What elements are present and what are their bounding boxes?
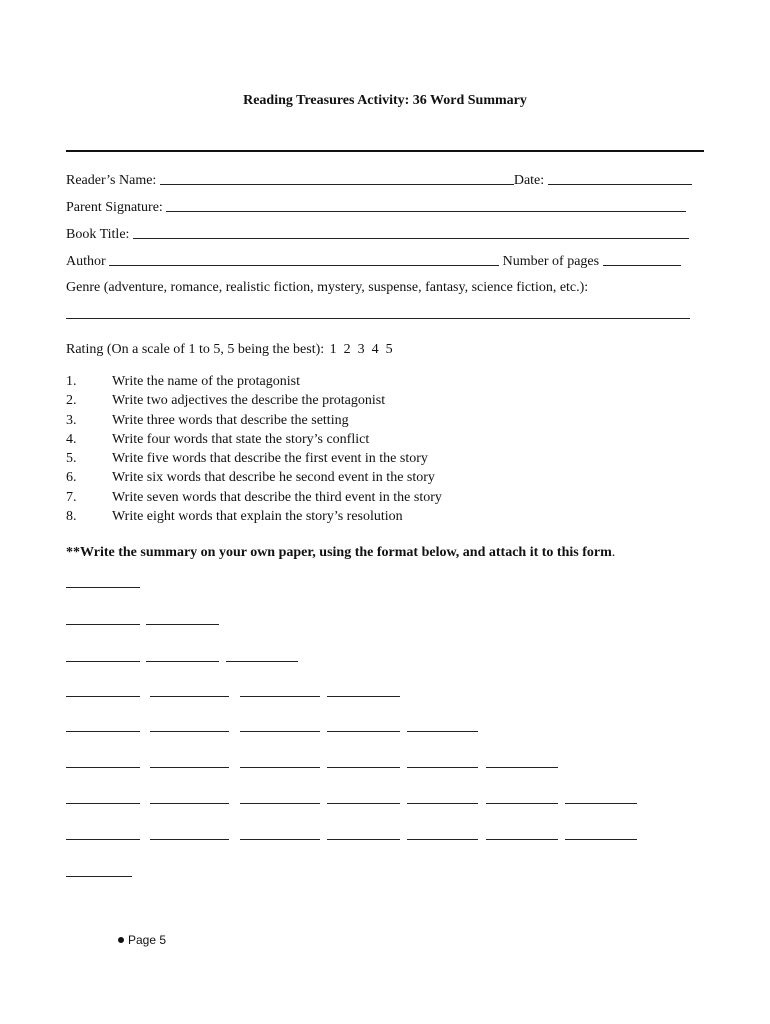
summary-word-blank[interactable] (486, 839, 558, 840)
rating-option-4[interactable]: 4 (371, 342, 379, 357)
summary-word-blank[interactable] (486, 803, 558, 804)
summary-word-blank[interactable] (66, 624, 140, 625)
summary-word-blank[interactable] (327, 767, 400, 768)
summary-word-blank[interactable] (66, 803, 140, 804)
summary-word-blank[interactable] (66, 767, 140, 768)
author-row (66, 253, 681, 270)
list-item-text: Write two adjectives the describe the protagonist (112, 393, 386, 409)
list-item-text: Write the name of the protagonist (112, 374, 300, 389)
readers-name-row (66, 172, 692, 189)
page-title: Reading Treasures Activity: 36 Word Summary (243, 93, 527, 108)
title-divider (66, 150, 704, 152)
summary-word-blank[interactable] (66, 661, 140, 662)
list-item-number: 6. (66, 470, 77, 486)
parent-signature-label: Parent Signature: (66, 200, 163, 215)
list-item-text: Write six words that describe he second event in the story (112, 470, 435, 486)
bullet-icon (118, 937, 124, 943)
rating-option-5[interactable]: 5 (385, 342, 393, 357)
list-item (66, 468, 442, 487)
summary-instruction-text: **Write the summary on your own paper, using the format below, and attach it to this form (66, 545, 612, 560)
rating-row (66, 342, 393, 358)
summary-word-blank[interactable] (66, 696, 140, 697)
genre-label: Genre (adventure, romance, realistic fiction, mystery, suspense, fantasy, science fiction, etc.): (66, 280, 589, 295)
summary-word-blank[interactable] (150, 696, 229, 697)
list-item-number: 2. (66, 393, 77, 409)
list-item-text: Write four words that state the story’s conflict (112, 431, 370, 447)
list-item-number: 3. (66, 412, 77, 428)
rating-label: Rating (On a scale of 1 to 5, 5 being the best): (66, 342, 325, 357)
list-item-number: 8. (66, 509, 77, 525)
list-item-number: 7. (66, 489, 77, 505)
summary-word-blank[interactable] (240, 839, 320, 840)
list-item (66, 372, 442, 391)
summary-word-blank[interactable] (327, 696, 400, 697)
summary-word-blank[interactable] (240, 803, 320, 804)
summary-word-blank[interactable] (240, 731, 320, 732)
date-field[interactable] (548, 172, 692, 185)
list-item-text: Write five words that describe the first event in the story (112, 451, 428, 467)
summary-word-blank[interactable] (66, 876, 132, 877)
list-item-number: 5. (66, 451, 77, 467)
summary-word-blank[interactable] (407, 839, 478, 840)
book-title-field[interactable] (133, 226, 689, 239)
summary-word-blank[interactable] (150, 731, 229, 732)
list-item-text: Write eight words that explain the story’s resolution (112, 509, 403, 525)
summary-instruction (66, 545, 615, 561)
parent-signature-row (66, 199, 686, 216)
summary-word-blank[interactable] (327, 839, 400, 840)
list-item (66, 391, 442, 410)
summary-word-blank[interactable] (327, 803, 400, 804)
number-of-pages-field[interactable] (603, 253, 681, 266)
list-item-text: Write seven words that describe the third event in the story (112, 489, 442, 505)
rating-option-3[interactable]: 3 (357, 342, 365, 357)
rating-option-1[interactable]: 1 (329, 342, 337, 357)
list-item (66, 449, 442, 468)
date-label: Date: (513, 173, 545, 188)
summary-word-blank[interactable] (240, 696, 320, 697)
page-footer (118, 933, 166, 947)
rating-option-2[interactable]: 2 (343, 342, 351, 357)
list-item (66, 430, 442, 449)
summary-word-blank[interactable] (66, 731, 140, 732)
summary-word-blank[interactable] (407, 803, 478, 804)
summary-word-blank[interactable] (486, 767, 558, 768)
author-label: Author (66, 254, 106, 269)
summary-word-blank[interactable] (240, 767, 320, 768)
page-number: Page 5 (128, 933, 167, 947)
list-item-number: 4. (66, 431, 77, 447)
parent-signature-field[interactable] (166, 199, 686, 212)
summary-word-blank[interactable] (565, 803, 637, 804)
summary-word-blank[interactable] (66, 587, 140, 588)
list-item (66, 488, 442, 507)
summary-word-blank[interactable] (150, 803, 229, 804)
summary-word-blank[interactable] (150, 767, 229, 768)
summary-word-blank[interactable] (327, 731, 400, 732)
summary-word-blank[interactable] (146, 661, 219, 662)
instruction-list (66, 372, 442, 526)
book-title-label: Book Title: (66, 227, 130, 242)
summary-word-blank[interactable] (407, 731, 478, 732)
summary-word-blank[interactable] (565, 839, 637, 840)
number-of-pages-label: Number of pages (502, 254, 600, 269)
genre-field[interactable] (66, 318, 690, 319)
list-item-number: 1. (66, 374, 77, 389)
list-item (66, 411, 442, 430)
book-title-row (66, 226, 689, 243)
readers-name-label: Reader’s Name: (66, 173, 157, 188)
summary-word-blank[interactable] (66, 839, 140, 840)
summary-word-blank[interactable] (146, 624, 219, 625)
author-field[interactable] (109, 253, 499, 266)
summary-word-blank[interactable] (407, 767, 478, 768)
list-item-text: Write three words that describe the setting (112, 412, 349, 428)
readers-name-field[interactable] (160, 172, 514, 185)
list-item (66, 507, 442, 526)
summary-word-blank[interactable] (150, 839, 229, 840)
summary-instruction-period: . (611, 545, 616, 560)
summary-word-blank[interactable] (226, 661, 298, 662)
